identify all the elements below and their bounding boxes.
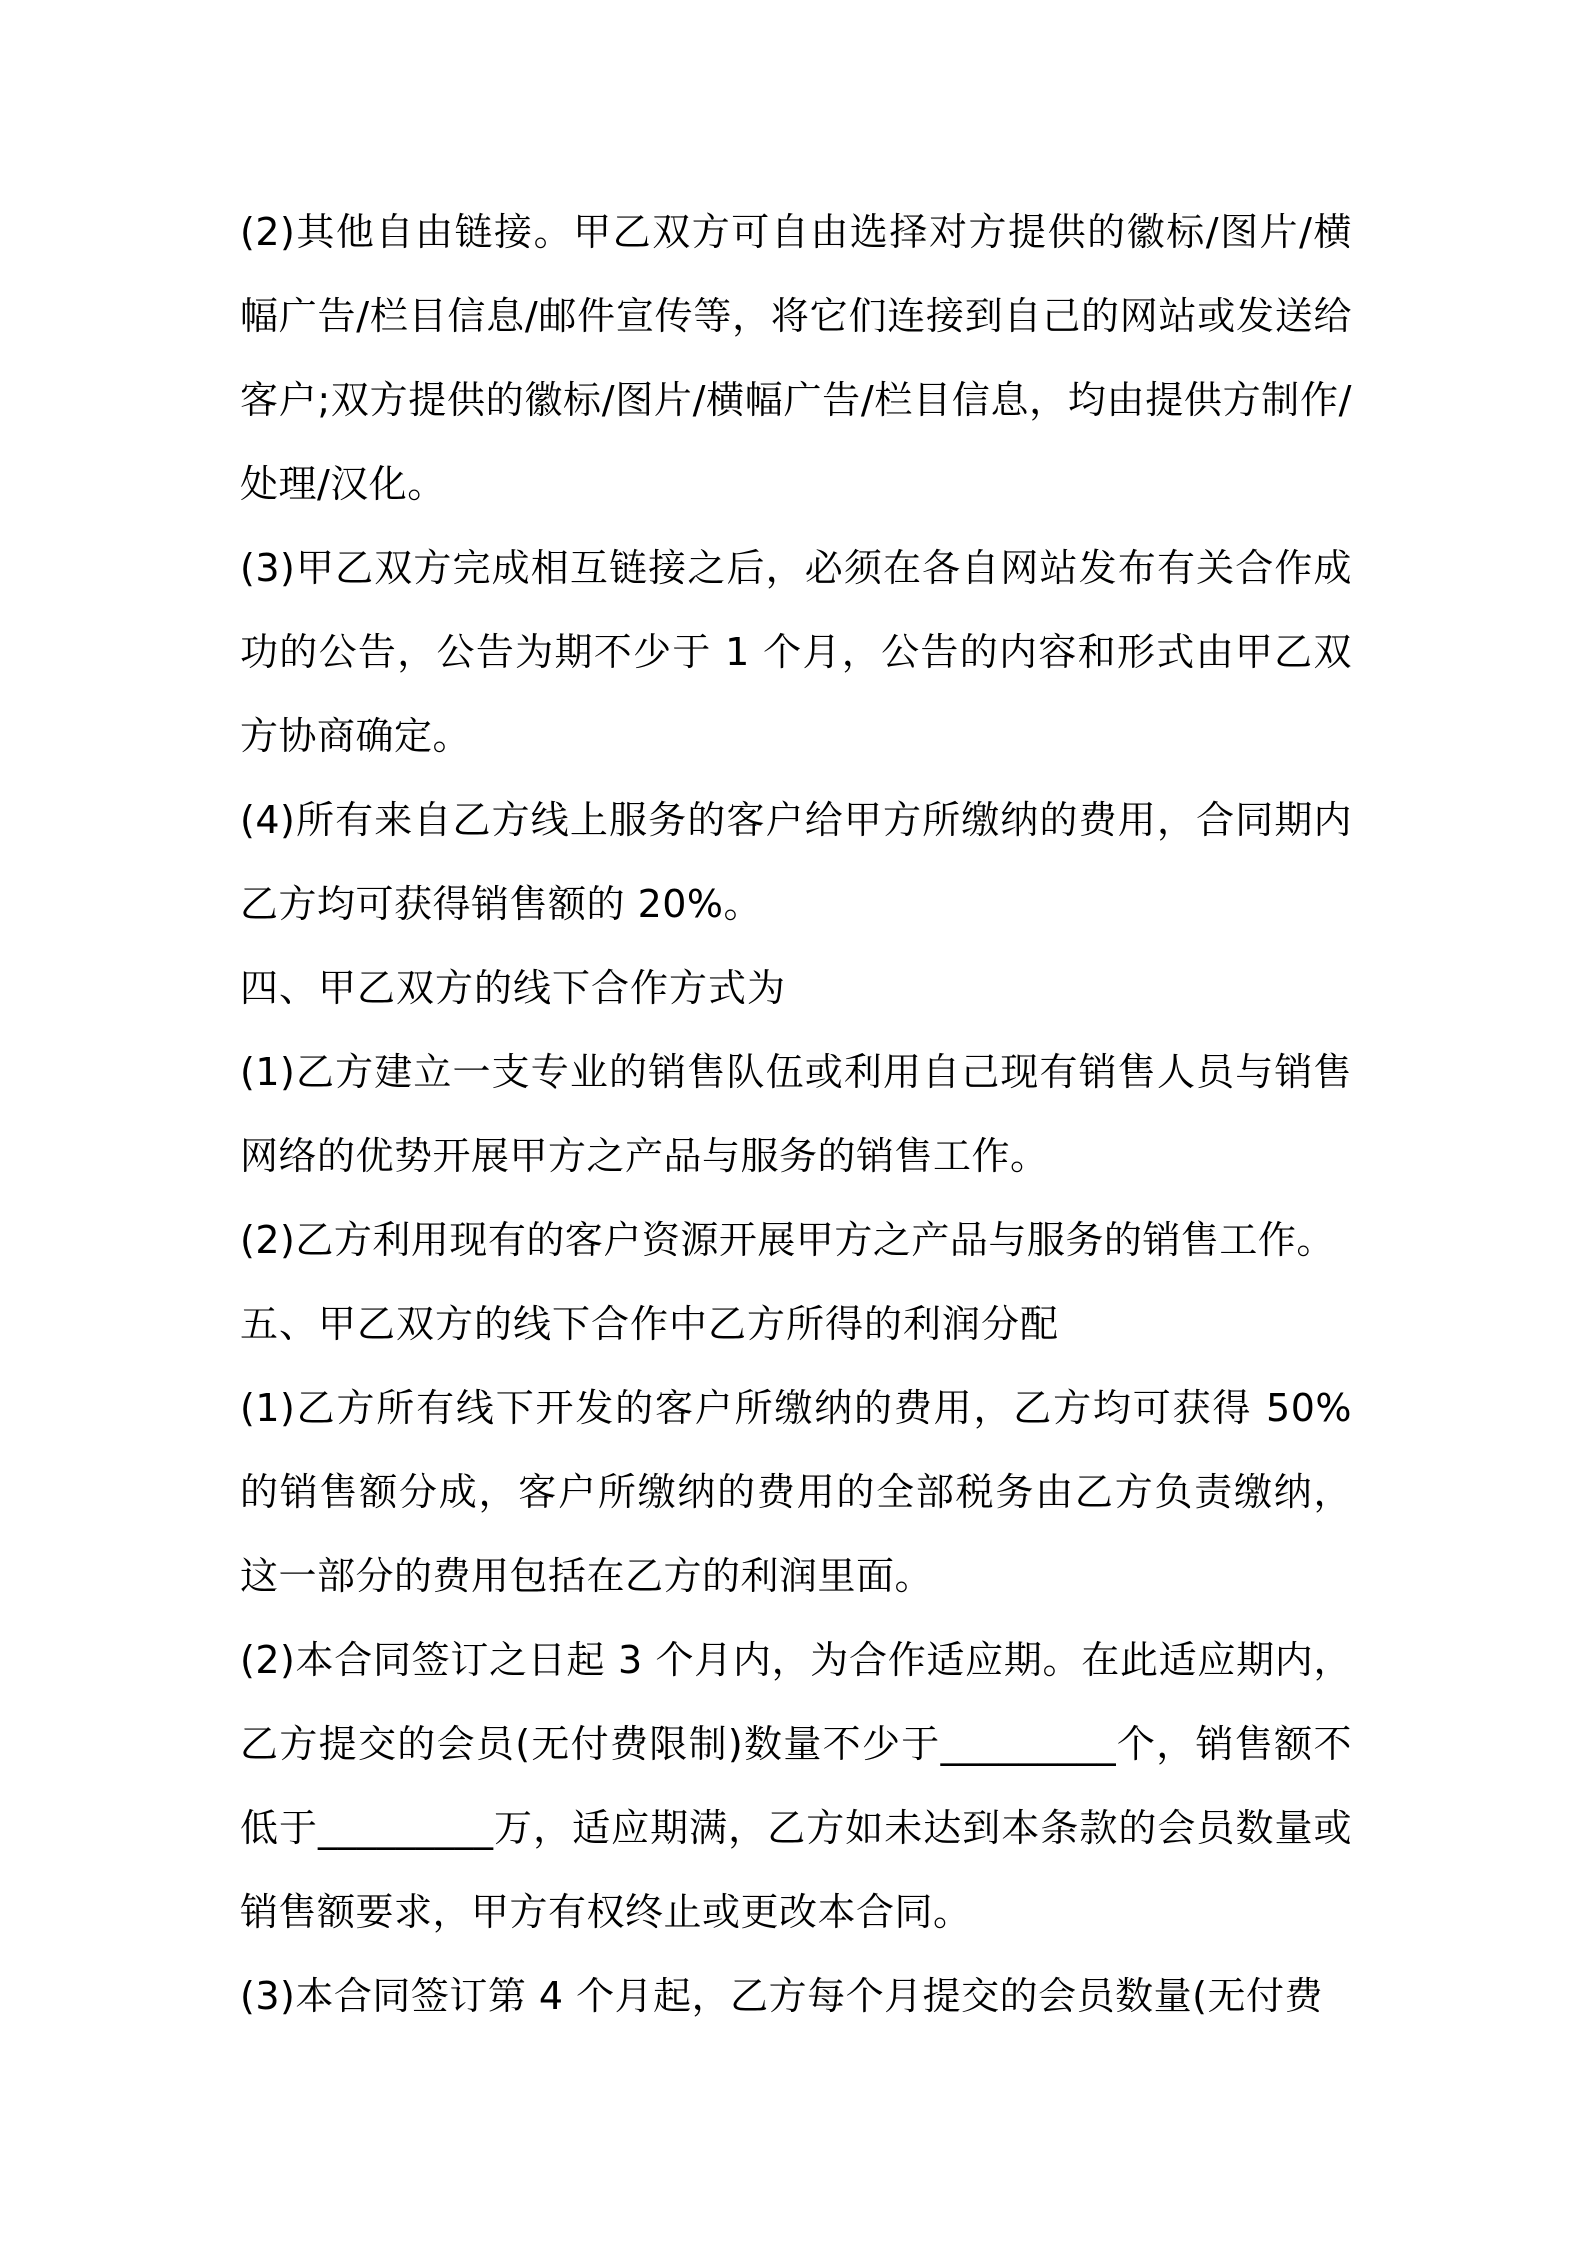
clause-paragraph: (2)其他自由链接。甲乙双方可自由选择对方提供的徽标/图片/横幅广告/栏目信息/邮件宣传等，将它们连接到自己的网站或发送给客户;双方提供的徽标/图片/横幅广告/栏目信息，均由提供方制作/处理/汉化。 — [240, 210, 1352, 506]
clause-paragraph: (3)甲乙双方完成相互链接之后，必须在各自网站发布有关合作成功的公告，公告为期不少于 1 个月，公告的内容和形式由甲乙双方协商确定。 — [240, 546, 1352, 758]
clause-paragraph: (4)所有来自乙方线上服务的客户给甲方所缴纳的费用，合同期内乙方均可获得销售额的 20%。 — [240, 798, 1352, 926]
clause-paragraph: (1)乙方建立一支专业的销售队伍或利用自己现有销售人员与销售网络的优势开展甲方之产品与服务的销售工作。 — [240, 1050, 1352, 1178]
clause-paragraph: (2)乙方利用现有的客户资源开展甲方之产品与服务的销售工作。 — [240, 1218, 1335, 1262]
clause-paragraph: (1)乙方所有线下开发的客户所缴纳的费用，乙方均可获得 50%的销售额分成，客户所缴纳的费用的全部税务由乙方负责缴纳，这一部分的费用包括在乙方的利润里面。 — [240, 1386, 1352, 1598]
document-body — [240, 190, 1352, 2038]
section-heading: 四、甲乙双方的线下合作方式为 — [240, 966, 787, 1010]
clause-paragraph: (2)本合同签订之日起 3 个月内，为合作适应期。在此适应期内，乙方提交的会员(无付费限制)数量不少于_________个，销售额不低于_________万，适应期满，乙方如未达到本条款的会员数量或销售额要求，甲方有权终止或更改本合同。 — [240, 1638, 1352, 1934]
clause-paragraph: (3)本合同签订第 4 个月起，乙方每个月提交的会员数量(无付费 — [240, 1974, 1323, 2018]
section-heading: 五、甲乙双方的线下合作中乙方所得的利润分配 — [240, 1302, 1060, 1346]
